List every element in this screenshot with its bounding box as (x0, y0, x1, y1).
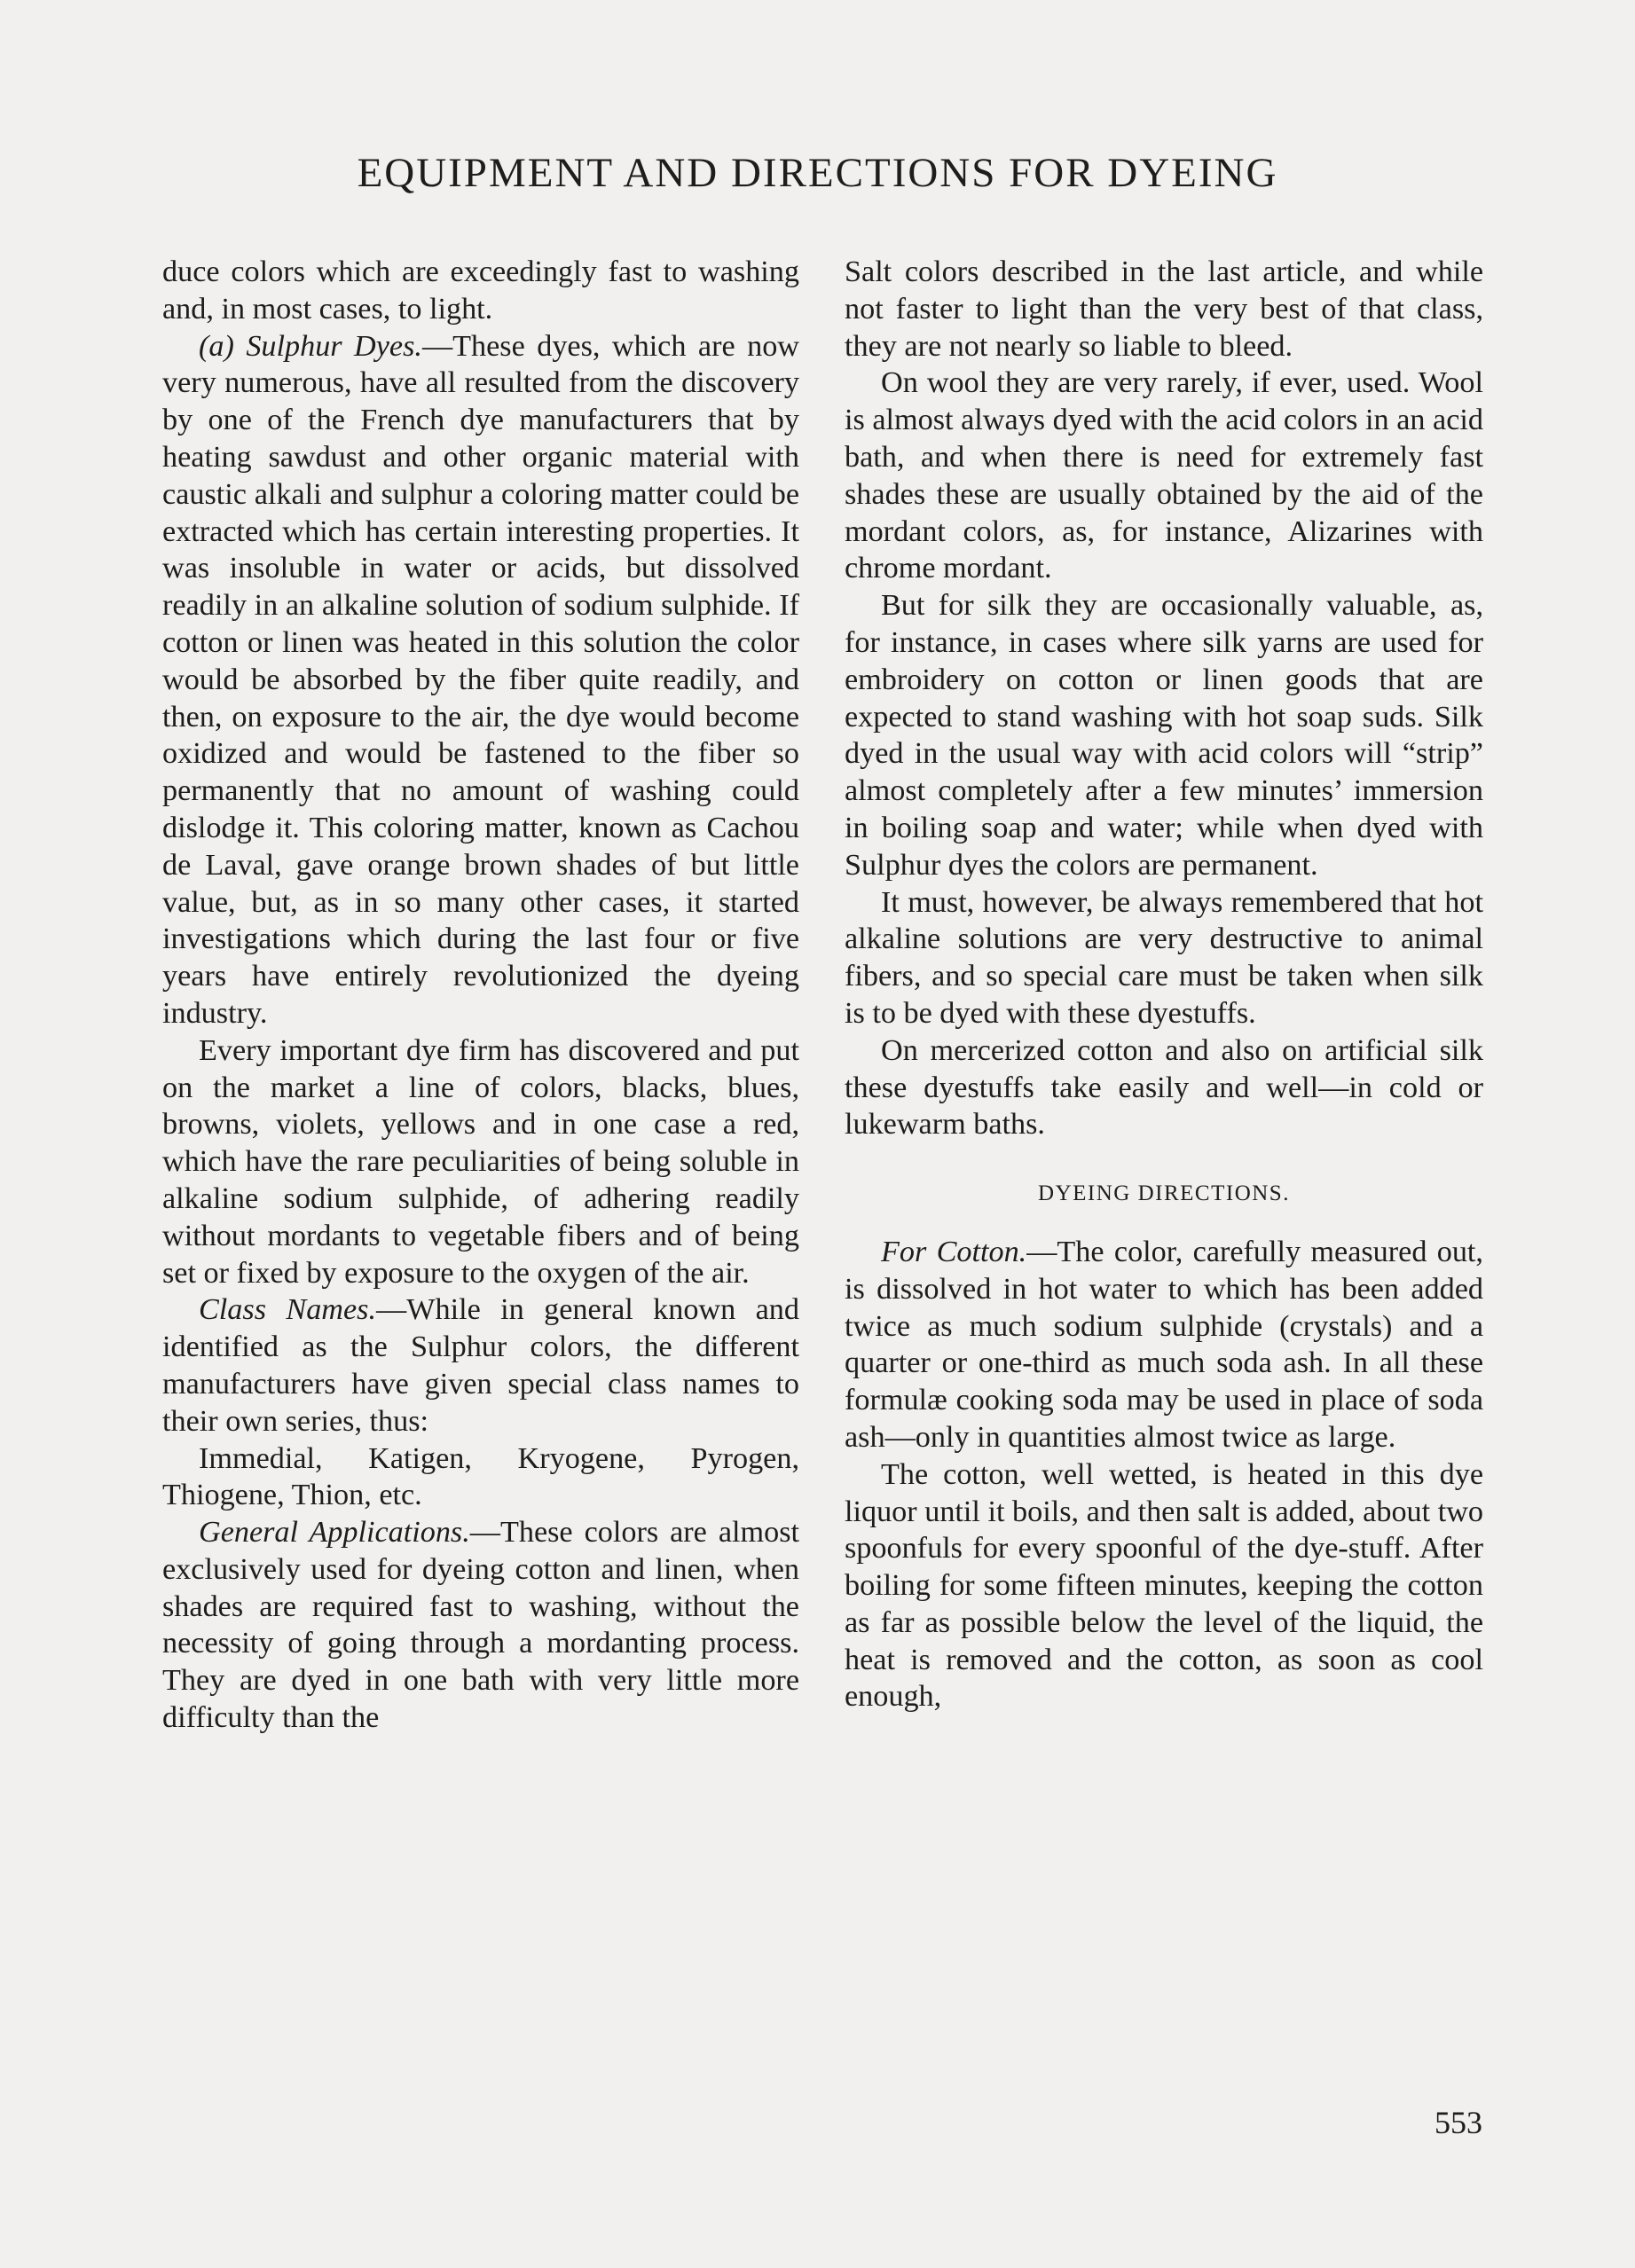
run-in-heading: For Cotton. (881, 1235, 1027, 1268)
paragraph: On mercerized cotton and also on artificial silk these dyestuffs take easily and well—in cold or lukewarm baths. (845, 1033, 1483, 1142)
left-column (162, 254, 799, 1737)
run-in-heading: Class Names. (199, 1293, 377, 1327)
paragraph: But for silk they are occasionally valuable, as, for instance, in cases where silk yarns are used for embroidery on cotton or linen goods that are expected to stand washing with hot soap suds. Silk dyed in the usual way with acid colors will “strip” almost completely after a few minutes’ immersion in boiling soap and water; while when dyed with Sulphur dyes the colors are permanent. (845, 589, 1483, 882)
paragraph-sulphur-dyes (162, 328, 799, 1032)
page-number: 553 (1435, 2105, 1482, 2140)
paragraph: Salt colors described in the last article, and while not faster to light than the very best of that class, they are not nearly so liable to bleed. (845, 255, 1483, 363)
paragraph: It must, however, be always remembered that hot alkaline solutions are very destructive to animal fibers, and so special care must be taken when silk is to be dyed with these dyestuffs. (845, 885, 1483, 1030)
class-name-list: Immedial, Katigen, Kryogene, Pyrogen, Thiogene, Thion, etc. (162, 1441, 799, 1512)
run-in-heading: General Applications. (199, 1516, 470, 1550)
paragraph: duce colors which are exceedingly fast to washing and, in most cases, to light. (162, 255, 799, 326)
paragraph-general-applications (162, 1514, 799, 1737)
paragraph-text: —These colors are almost exclusively used for dyeing cotton and linen, when shades are required fast to washing, without the necessity of going through a mordanting process. They are dyed in one bath with very little more difficulty than the (162, 1516, 800, 1735)
paragraph: Every important dye firm has discovered and put on the market a line of colors, blacks, blues, browns, violets, yellows and in one case a red, which have the rare peculiarities of being soluble in alkaline sodium sulphide, of adhering readily without mordants to vegetable fibers and of being set or fixed by exposure to the oxygen of the air. (162, 1033, 799, 1290)
right-column (845, 254, 1483, 1715)
paragraph-text: —While in general known and identified as the Sulphur colors, the different manufacturers have given special class names to their own series, thus: (162, 1293, 799, 1438)
paragraph: On wool they are very rarely, if ever, used. Wool is almost always dyed with the acid colors in an acid bath, and when there is need for extremely fast shades these are usually obtained by the aid of the mordant colors, as, for instance, Alizarines with chrome mordant. (845, 366, 1483, 585)
running-head-title: EQUIPMENT AND DIRECTIONS FOR DYEING (357, 150, 1278, 196)
paragraph-class-names (162, 1291, 799, 1440)
run-in-heading: (a) Sulphur Dyes. (199, 329, 422, 363)
paragraph: The cotton, well wetted, is heated in this dye liquor until it boils, and then salt is added, about two spoonfuls for every spoonful of the dye-stuff. After boiling for some fifteen minutes, keeping the cotton as far as possible below the level of the liquid, the heat is removed and the cotton, as soon as cool enough, (845, 1457, 1483, 1714)
paragraph-text: —The color, carefully measured out, is dissolved in hot water to which has been added twice as much sodium sulphide (crystals) and a quarter or one-third as much soda ash. In all these formulæ cooking soda may be used in place of soda ash—only in quantities almost twice as large. (845, 1235, 1483, 1454)
paragraph-text: —These dyes, which are now very numerous, have all resulted from the discovery by one of the French dye manufacturers that by heating sawdust and other organic material with caustic alkali and sulphur a coloring matter could be extracted which has certain interesting properties. It was insoluble in water or acids, but dissolved readily in an alkaline solution of sodium sulphide. If cotton or linen was heated in this solution the color would be absorbed by the fiber quite readily, and then, on exposure to the air, the dye would become oxidized and would be fastened to the fiber so permanently that no amount of washing could dislodge it. This coloring matter, known as Cachou de Laval, gave orange brown shades of but little value, but, as in so many other cases, it started investigations which during the last four or five years have entirely revolutionized the dyeing industry. (162, 329, 799, 1030)
section-heading: DYEING DIRECTIONS. (1038, 1181, 1290, 1206)
paragraph-for-cotton (845, 1234, 1483, 1456)
